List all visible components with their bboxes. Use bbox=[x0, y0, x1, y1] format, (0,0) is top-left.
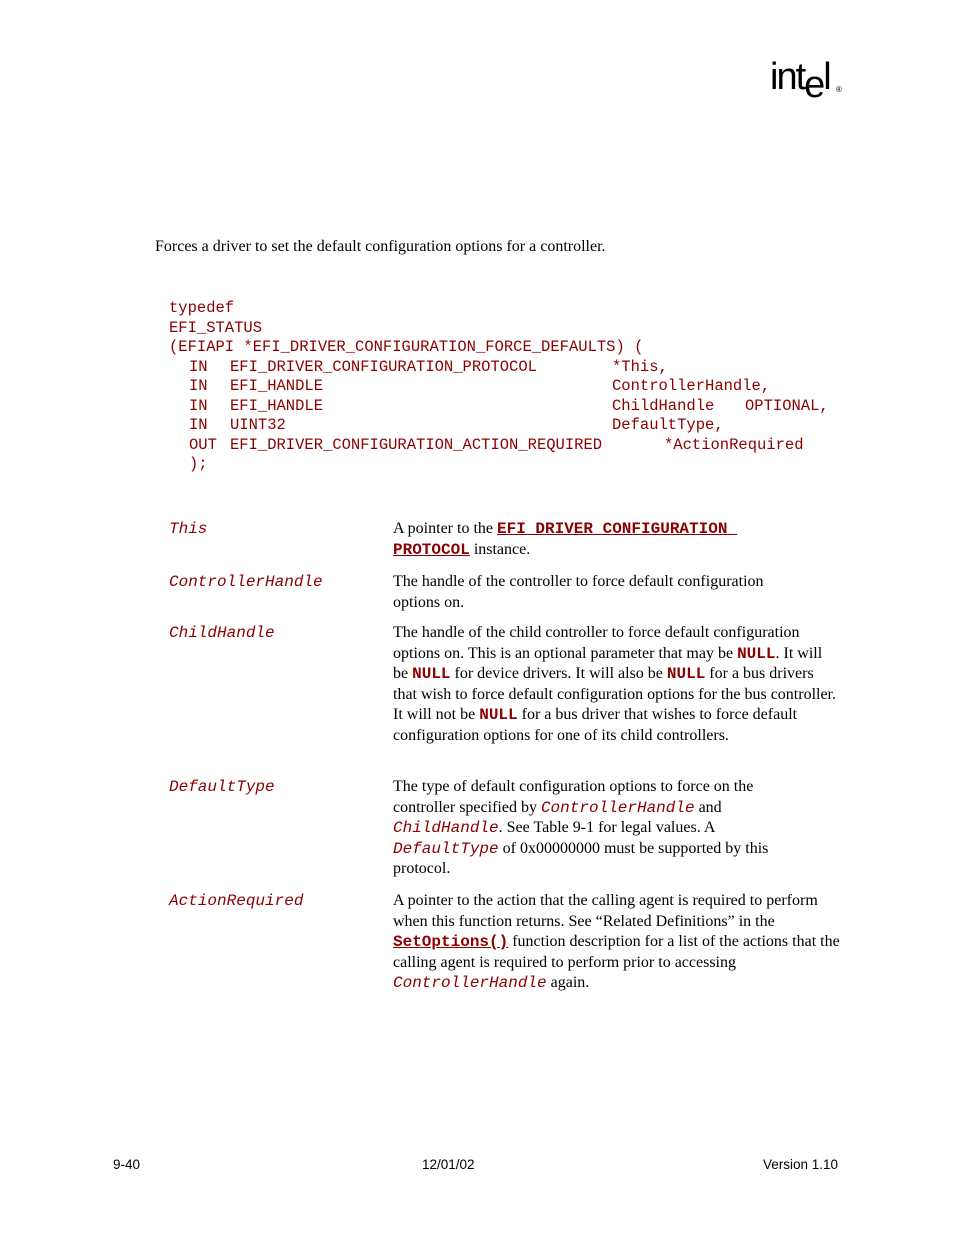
protocol-link-cont[interactable]: PROTOCOL bbox=[393, 540, 470, 559]
param-name-this: This bbox=[169, 520, 208, 538]
param-name-childhandle: ChildHandle bbox=[169, 624, 275, 642]
prototype-close: ); bbox=[189, 455, 208, 473]
footer-version: Version 1.10 bbox=[763, 1157, 839, 1172]
protocol-link[interactable]: EFI_DRIVER_CONFIGURATION_ bbox=[496, 520, 738, 538]
param-desc-actionrequired: A pointer to the action that the calling agent is required to perform when this function returns. See “Related Definitions” in the SetOptions() function description for a list of the actions that the calling agent is required to perform prior to accessing ControllerHandle again. bbox=[393, 892, 840, 992]
prototype-function-name: (EFIAPI *EFI_DRIVER_CONFIGURATION_FORCE_DEFAULTS) ( bbox=[169, 338, 644, 356]
param-desc-controllerhandle: The handle of the controller to force default configuration options on. bbox=[393, 573, 764, 611]
param-name-controllerhandle: ControllerHandle bbox=[169, 573, 323, 591]
footer-page-number: 9-40 bbox=[113, 1157, 141, 1172]
param-desc-this: A pointer to the EFI_DRIVER_CONFIGURATION_ PROTOCOL instance. bbox=[393, 520, 738, 559]
prototype-typedef: typedef bbox=[169, 299, 235, 317]
param-name-actionrequired: ActionRequired bbox=[169, 892, 304, 910]
param-desc-childhandle: The handle of the child controller to force default configuration options on. This is an optional parameter that may be NULL. It will be NULL for device drivers. It will also be NULL for a bus drivers that wish to force default configuration options for the bus controller. It will not be NULL for a bus driver that wishes to force default configuration options for one of its child controllers. bbox=[393, 624, 836, 744]
param-desc-defaulttype: The type of default configuration options to force on the controller specified by ControllerHandle and ChildHandle. See Table 9-1 for legal values. A DefaultType of 0x00000000 must be supported by this protocol. bbox=[393, 778, 769, 877]
footer-date: 12/01/02 bbox=[422, 1157, 475, 1172]
param-name-defaulttype: DefaultType bbox=[169, 778, 275, 796]
intel-logo: intel ® bbox=[770, 56, 842, 106]
setoptions-link[interactable]: SetOptions() bbox=[393, 933, 509, 951]
summary-text: Forces a driver to set the default configuration options for a controller. bbox=[155, 238, 606, 255]
prototype-return-type: EFI_STATUS bbox=[169, 318, 263, 337]
